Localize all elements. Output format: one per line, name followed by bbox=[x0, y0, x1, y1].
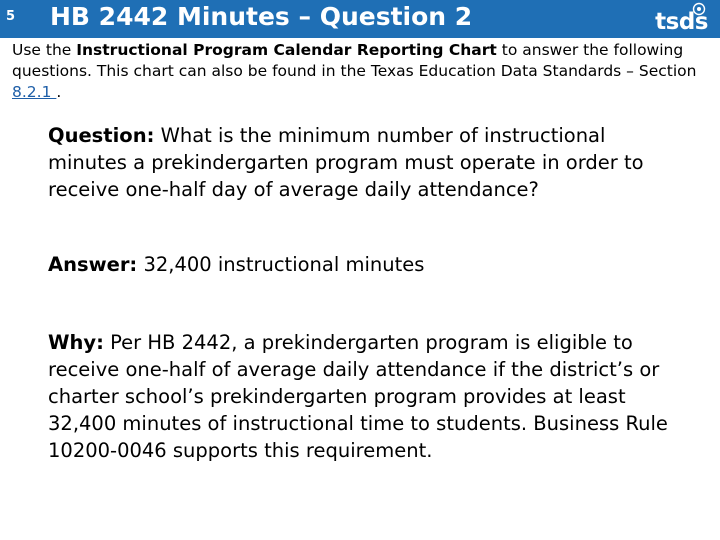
slide-number: 5 bbox=[6, 9, 16, 24]
why-block bbox=[48, 329, 688, 464]
chart-name: Instructional Program Calendar Reporting Chart bbox=[76, 41, 497, 59]
intro-text-before: Use the bbox=[12, 41, 77, 59]
section-link[interactable]: 8.2.1 bbox=[12, 83, 57, 101]
intro-text-middle: to answer the following questions. This chart can also be found in the Texas Education Data Standards – Section bbox=[12, 41, 697, 80]
answer-block bbox=[48, 251, 688, 278]
intro-text-after: . bbox=[56, 83, 62, 101]
slide-title: HB 2442 Minutes – Question 2 bbox=[50, 2, 473, 31]
question-label: Question: bbox=[48, 124, 155, 147]
question-text: What is the minimum number of instructional minutes a prekindergarten program must operate in order to receive one-half day of average daily attendance? bbox=[48, 124, 644, 201]
slide-header bbox=[0, 0, 720, 38]
tsds-logo bbox=[648, 2, 708, 36]
question-block bbox=[48, 122, 688, 203]
logo-text: tsds bbox=[655, 9, 708, 35]
answer-label: Answer: bbox=[48, 253, 138, 276]
why-text: Per HB 2442, a prekindergarten program is eligible to receive one-half of average daily attendance if the district’s or charter school’s prekindergarten program provides at least 32,400 minutes of instructional time to students. Business Rule 10200-0046 supports this requirement. bbox=[48, 331, 668, 462]
intro-paragraph bbox=[12, 40, 708, 103]
why-label: Why: bbox=[48, 331, 104, 354]
answer-text: 32,400 instructional minutes bbox=[137, 253, 425, 276]
